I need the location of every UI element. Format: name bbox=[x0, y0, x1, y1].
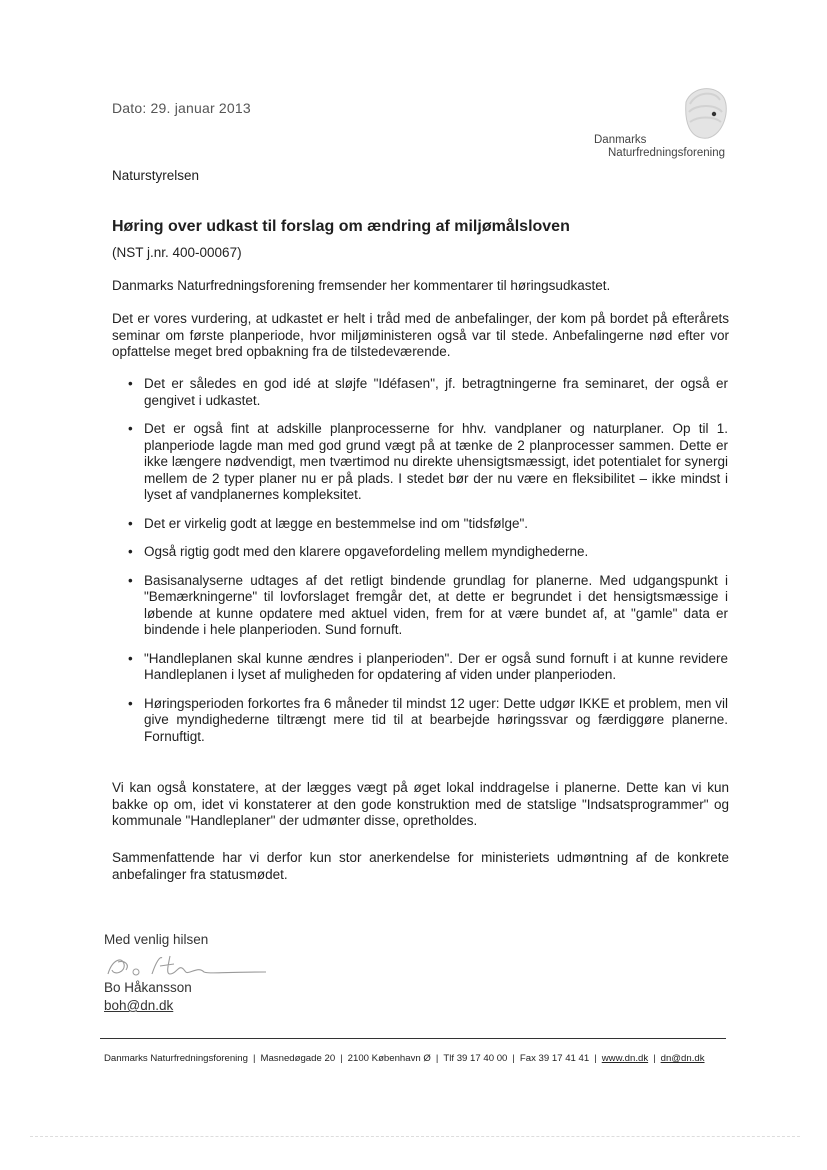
signer-name: Bo Håkansson bbox=[104, 980, 192, 995]
comment-list bbox=[128, 376, 728, 757]
footer-fax: Fax 39 17 41 41 bbox=[519, 1053, 590, 1064]
letter-footer bbox=[104, 1053, 705, 1064]
assessment-paragraph: Det er vores vurdering, at udkastet er helt i tråd med de anbefalinger, der kom på bordet på efterårets seminar om første planperiode, hvor miljøministeren også var til stede. Anbefalingerne nød efter vor opfattelse meget bred opbakning fra de tilstedeværende. bbox=[112, 311, 729, 359]
recipient: Naturstyrelsen bbox=[112, 168, 200, 183]
list-item: • Det er således en god idé at sløjfe "Idéfasen", jf. betragtningerne fra seminaret, der også er gengivet i udkastet. bbox=[128, 376, 728, 409]
intro-paragraph: Danmarks Naturfredningsforening fremsender her kommentarer til høringsudkastet. bbox=[112, 278, 611, 293]
footer-separator: | bbox=[653, 1053, 656, 1064]
list-item: • Det er virkelig godt at lægge en bestemmelse ind om "tidsfølge". bbox=[128, 516, 728, 533]
footer-divider bbox=[100, 1038, 726, 1039]
footer-separator: | bbox=[512, 1053, 515, 1064]
list-item: • "Handleplanen skal kunne ændres i planperioden". Der er også sund fornuft i at kunne revidere Handleplanen i lyset af muligheden for opdatering af viden under planperioden. bbox=[128, 651, 728, 684]
organization-logo-text bbox=[592, 134, 725, 160]
letter-title: Høring over udkast til forslag om ændring af miljømålsloven bbox=[112, 218, 570, 235]
footer-email-link[interactable]: dn@dn.dk bbox=[660, 1053, 705, 1064]
list-item: • Også rigtig godt med den klarere opgavefordeling mellem myndighederne. bbox=[128, 544, 728, 561]
logo-line-1: Danmarks bbox=[594, 134, 647, 146]
footer-separator: | bbox=[340, 1053, 343, 1064]
closing-phrase: Med venlig hilsen bbox=[104, 932, 209, 947]
list-item: • Det er også fint at adskille planprocesserne for hhv. vandplaner og naturplaner. Op til 1. planperiode lagde man med god grund vægt på at tænke de 2 planprocesser sammen. Dette er ikke længere nødvendigt, men tværtimod nu direkte uhensigtsmæssigt, idet potentialet for synergi mellem de 2 typer planer nu er på plads. I stedet bør der nu være en fleksibilitet – ikke mindst i lyset af vandplanernes kompleksitet. bbox=[128, 421, 728, 504]
footer-organization: Danmarks Naturfredningsforening bbox=[104, 1053, 248, 1064]
footer-separator: | bbox=[594, 1053, 597, 1064]
local-involvement-paragraph: Vi kan også konstatere, at der lægges vægt på øget lokal inddragelse i planerne. Dette kan vi kun bakke op om, idet vi konstaterer at den gode konstruktion med de statslige "Indsatsprogrammer" og kommunale "Handleplaner" der udmønter disse, opretholdes. bbox=[112, 780, 729, 828]
letter-date: Dato: 29. januar 2013 bbox=[112, 100, 251, 116]
scan-artifact-line bbox=[30, 1136, 800, 1137]
case-reference: (NST j.nr. 400-00067) bbox=[112, 245, 242, 260]
summary-paragraph: Sammenfattende har vi derfor kun stor anerkendelse for ministeriets udmøntning af de konkrete anbefalinger fra statusmødet. bbox=[112, 850, 729, 882]
footer-separator: | bbox=[252, 1053, 256, 1064]
organization-logo-icon bbox=[678, 82, 730, 142]
list-item: • Høringsperioden forkortes fra 6 måneder til mindst 12 uger: Dette udgør IKKE et problem, men vil give myndighederne tiltrængt mere tid til at bearbejde høringssvar og færdiggøre planerne. Fornuftigt. bbox=[128, 696, 728, 746]
footer-city: 2100 København Ø bbox=[347, 1053, 431, 1064]
list-item: • Basisanalyserne udtages af det retligt bindende grundlag for planerne. Med udgangspunkt i "Bemærkningerne" til lovforslaget fremgår det, at dette er begrundet i det hensigtsmæssige i løbende at kunne opdatere med aktuel viden, frem for at være bundet af, at "gamle" data er bindende i hele planperioden. Sund fornuft. bbox=[128, 573, 728, 639]
footer-website-link[interactable]: www.dn.dk bbox=[601, 1053, 649, 1064]
footer-phone: Tlf 39 17 40 00 bbox=[443, 1053, 508, 1064]
footer-separator: | bbox=[435, 1053, 439, 1064]
signer-email-link[interactable]: boh@dn.dk bbox=[104, 998, 174, 1013]
logo-line-2: Naturfredningsforening bbox=[608, 147, 725, 159]
footer-address: Masnedøgade 20 bbox=[260, 1053, 336, 1064]
